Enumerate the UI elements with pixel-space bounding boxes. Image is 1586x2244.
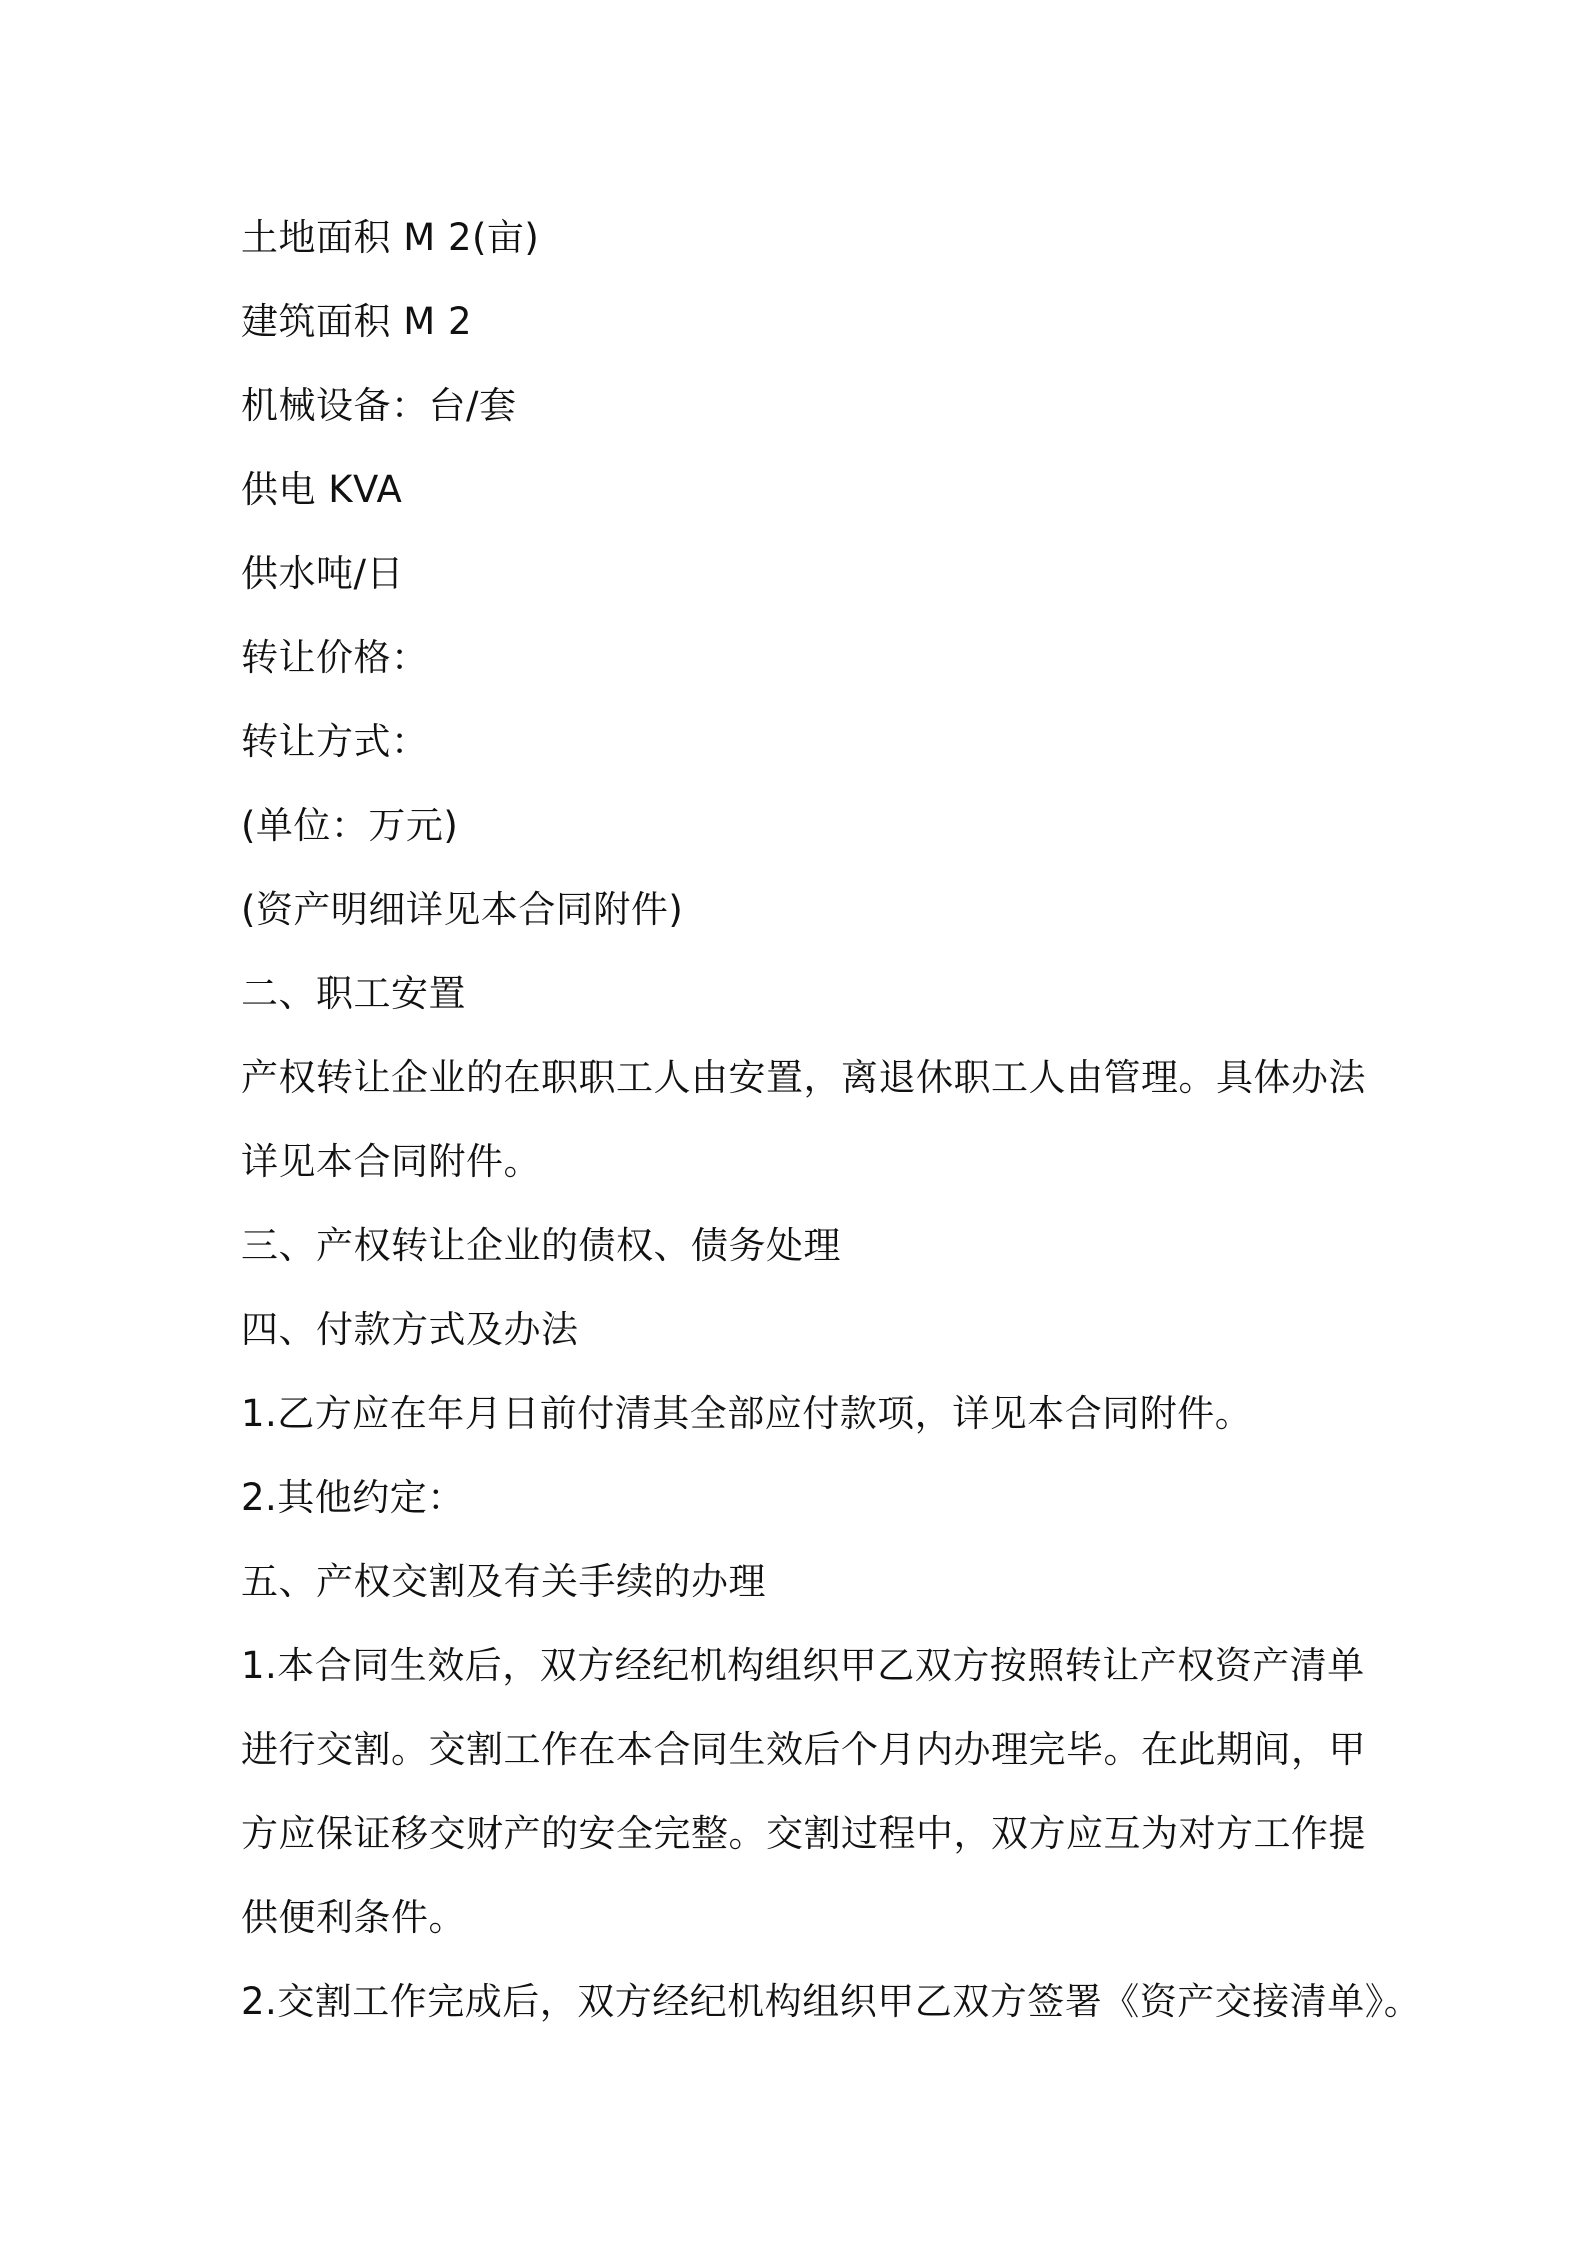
handover-item-2: 2.交割工作完成后，双方经纪机构组织甲乙双方签署《资产交接清单》。 <box>241 1980 1422 2023</box>
asset-detail-note-line: (资产明细详见本合同附件) <box>241 888 684 931</box>
document-body <box>241 196 1422 2044</box>
section-heading-debts: 三、产权转让企业的债权、债务处理 <box>241 1224 841 1267</box>
handover-item-1-line-3: 方应保证移交财产的安全完整。交割过程中，双方应互为对方工作提 <box>241 1812 1366 1855</box>
handover-item-1-line-4: 供便利条件。 <box>241 1896 466 1939</box>
water-supply-line: 供水吨/日 <box>241 552 404 595</box>
transfer-price-line: 转让价格： <box>241 636 429 679</box>
handover-item-1-line-2: 进行交割。交割工作在本合同生效后个月内办理完毕。在此期间，甲 <box>241 1728 1366 1771</box>
unit-note-line: (单位：万元) <box>241 804 459 847</box>
payment-item-1: 1.乙方应在年月日前付清其全部应付款项，详见本合同附件。 <box>241 1392 1253 1435</box>
staff-paragraph-line-2: 详见本合同附件。 <box>241 1140 541 1183</box>
building-area-line: 建筑面积 M 2 <box>241 300 472 343</box>
machinery-line: 机械设备：台/套 <box>241 384 517 427</box>
section-heading-payment: 四、付款方式及办法 <box>241 1308 579 1351</box>
staff-paragraph-line-1: 产权转让企业的在职职工人由安置，离退休职工人由管理。具体办法 <box>241 1056 1366 1099</box>
handover-item-1-line-1: 1.本合同生效后，双方经纪机构组织甲乙双方按照转让产权资产清单 <box>241 1644 1365 1687</box>
section-heading-staff: 二、职工安置 <box>241 972 466 1015</box>
payment-item-2: 2.其他约定： <box>241 1476 465 1519</box>
section-heading-handover: 五、产权交割及有关手续的办理 <box>241 1560 766 1603</box>
land-area-line: 土地面积 M 2(亩) <box>241 216 540 259</box>
power-supply-line: 供电 KVA <box>241 468 403 511</box>
transfer-method-line: 转让方式： <box>241 720 429 763</box>
